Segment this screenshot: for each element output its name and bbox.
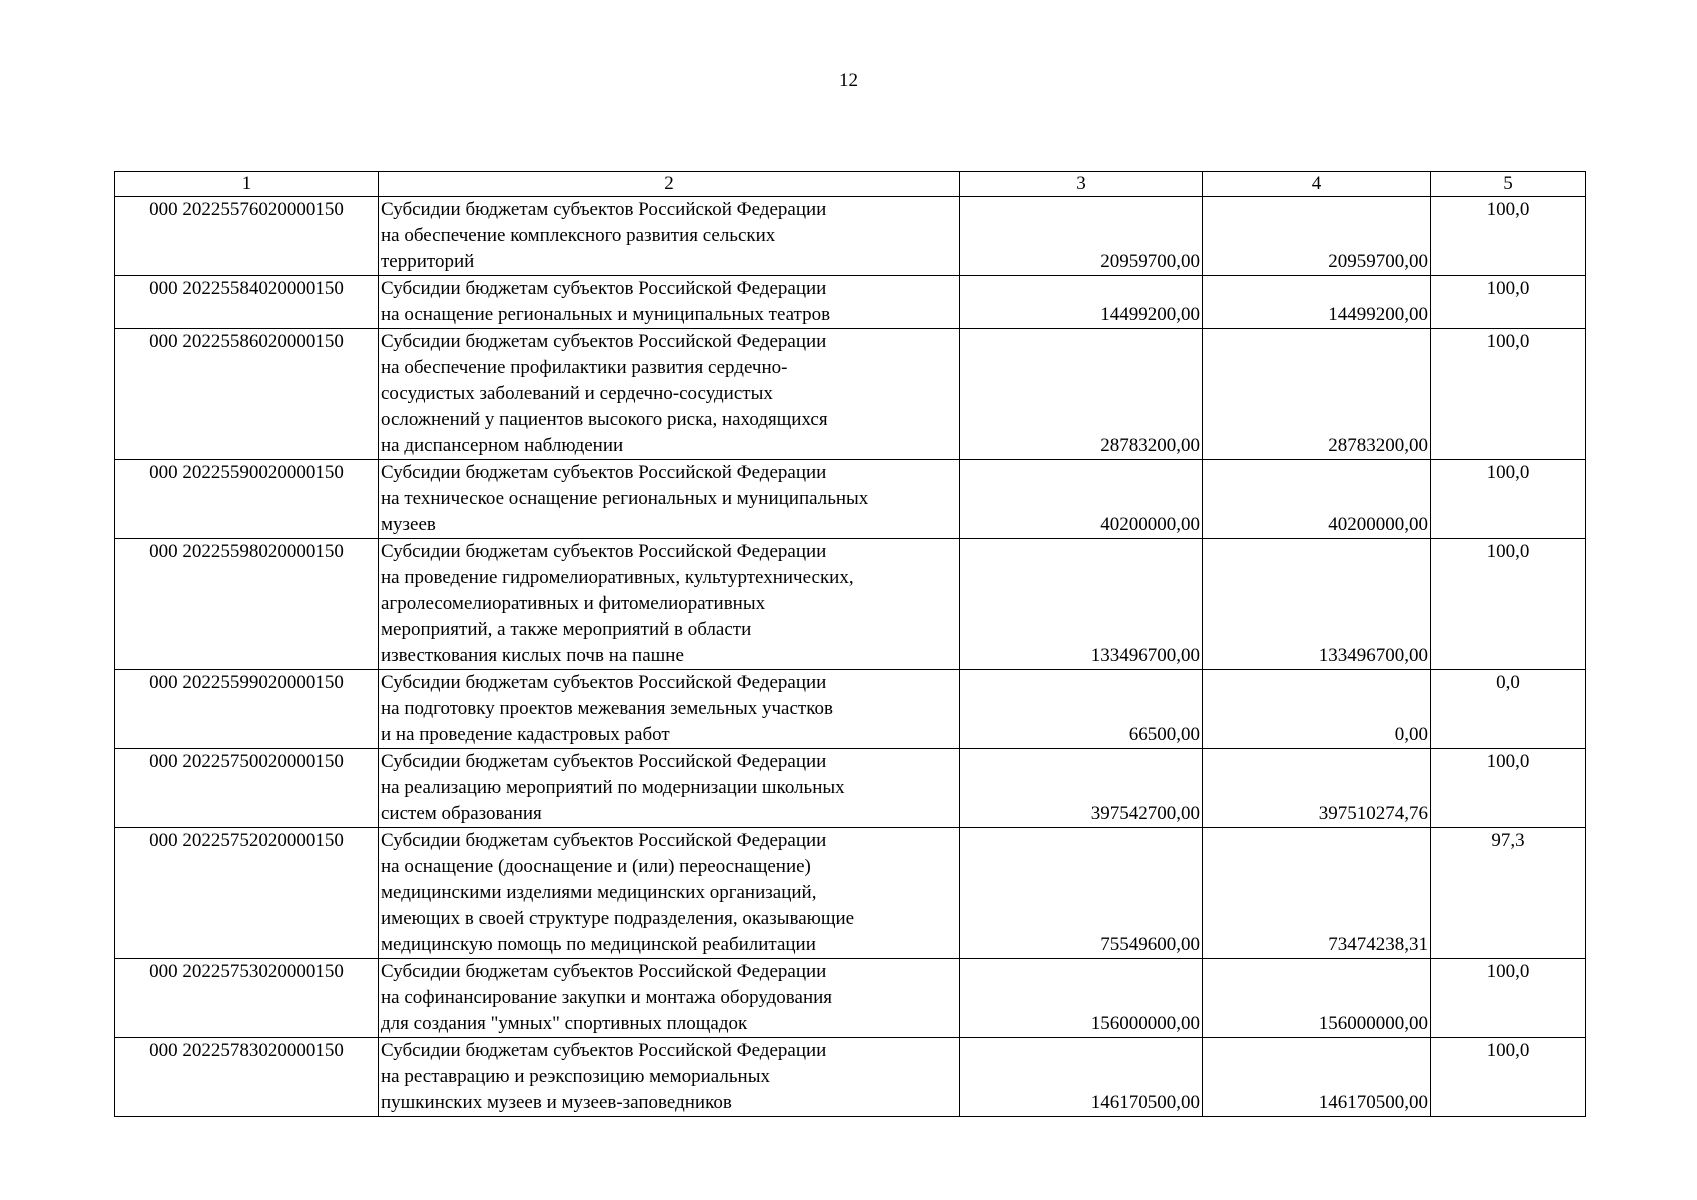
column-header-2: 2 — [379, 172, 960, 197]
planned-amount: 146170500,00 — [960, 1038, 1203, 1117]
planned-amount: 28783200,00 — [960, 329, 1203, 460]
planned-amount: 156000000,00 — [960, 959, 1203, 1038]
budget-code: 000 20225584020000150 — [115, 276, 379, 329]
column-header-4: 4 — [1203, 172, 1431, 197]
execution-percent: 0,0 — [1431, 670, 1586, 749]
execution-percent: 97,3 — [1431, 828, 1586, 959]
row-description: Субсидии бюджетам субъектов Российской Федерации на подготовку проектов межевания земельных участков и на проведение кадастровых работ — [379, 670, 960, 749]
executed-amount: 14499200,00 — [1203, 276, 1431, 329]
table-row — [115, 276, 1586, 329]
row-description: Субсидии бюджетам субъектов Российской Федерации на оснащение региональных и муниципальных театров — [379, 276, 960, 329]
table-row — [115, 1038, 1586, 1117]
execution-percent: 100,0 — [1431, 959, 1586, 1038]
budget-table — [114, 171, 1586, 1117]
execution-percent: 100,0 — [1431, 460, 1586, 539]
table-row — [115, 539, 1586, 670]
execution-percent: 100,0 — [1431, 329, 1586, 460]
planned-amount: 133496700,00 — [960, 539, 1203, 670]
row-description: Субсидии бюджетам субъектов Российской Федерации на реализацию мероприятий по модернизации школьных систем образования — [379, 749, 960, 828]
executed-amount: 397510274,76 — [1203, 749, 1431, 828]
budget-code: 000 20225586020000150 — [115, 329, 379, 460]
budget-code: 000 20225783020000150 — [115, 1038, 379, 1117]
budget-code: 000 20225598020000150 — [115, 539, 379, 670]
page-number: 12 — [839, 70, 858, 91]
planned-amount: 75549600,00 — [960, 828, 1203, 959]
executed-amount: 28783200,00 — [1203, 329, 1431, 460]
budget-code: 000 20225750020000150 — [115, 749, 379, 828]
executed-amount: 0,00 — [1203, 670, 1431, 749]
execution-percent: 100,0 — [1431, 1038, 1586, 1117]
planned-amount: 397542700,00 — [960, 749, 1203, 828]
row-description: Субсидии бюджетам субъектов Российской Федерации на проведение гидромелиоративных, культуртехнических, агролесомелиоративных и фитомелиоративных мероприятий, а также мероприятий в области известкования кислых почв на пашне — [379, 539, 960, 670]
planned-amount: 66500,00 — [960, 670, 1203, 749]
executed-amount: 146170500,00 — [1203, 1038, 1431, 1117]
planned-amount: 20959700,00 — [960, 197, 1203, 276]
executed-amount: 133496700,00 — [1203, 539, 1431, 670]
row-description: Субсидии бюджетам субъектов Российской Федерации на оснащение (дооснащение и (или) переоснащение) медицинскими изделиями медицинских организаций, имеющих в своей структуре подразделения, оказывающие медицинскую помощь по медицинской реабилитации — [379, 828, 960, 959]
column-header-3: 3 — [960, 172, 1203, 197]
planned-amount: 14499200,00 — [960, 276, 1203, 329]
row-description: Субсидии бюджетам субъектов Российской Федерации на техническое оснащение региональных и муниципальных музеев — [379, 460, 960, 539]
planned-amount: 40200000,00 — [960, 460, 1203, 539]
column-header-5: 5 — [1431, 172, 1586, 197]
execution-percent: 100,0 — [1431, 749, 1586, 828]
execution-percent: 100,0 — [1431, 539, 1586, 670]
table-row — [115, 329, 1586, 460]
executed-amount: 156000000,00 — [1203, 959, 1431, 1038]
budget-code: 000 20225576020000150 — [115, 197, 379, 276]
table-row — [115, 828, 1586, 959]
row-description: Субсидии бюджетам субъектов Российской Федерации на реставрацию и реэкспозицию мемориальных пушкинских музеев и музеев-заповедников — [379, 1038, 960, 1117]
table-row — [115, 959, 1586, 1038]
executed-amount: 20959700,00 — [1203, 197, 1431, 276]
table-row — [115, 460, 1586, 539]
budget-code: 000 20225753020000150 — [115, 959, 379, 1038]
budget-code: 000 20225590020000150 — [115, 460, 379, 539]
row-description: Субсидии бюджетам субъектов Российской Федерации на обеспечение профилактики развития сердечно- сосудистых заболеваний и сердечно-сосудистых осложнений у пациентов высокого риска, находящихся на диспансерном наблюдении — [379, 329, 960, 460]
table-row — [115, 670, 1586, 749]
execution-percent: 100,0 — [1431, 276, 1586, 329]
execution-percent: 100,0 — [1431, 197, 1586, 276]
table-row — [115, 197, 1586, 276]
row-description: Субсидии бюджетам субъектов Российской Федерации на софинансирование закупки и монтажа оборудования для создания "умных" спортивных площадок — [379, 959, 960, 1038]
table-header-row — [115, 172, 1586, 197]
budget-code: 000 20225752020000150 — [115, 828, 379, 959]
executed-amount: 40200000,00 — [1203, 460, 1431, 539]
executed-amount: 73474238,31 — [1203, 828, 1431, 959]
budget-code: 000 20225599020000150 — [115, 670, 379, 749]
row-description: Субсидии бюджетам субъектов Российской Федерации на обеспечение комплексного развития сельских территорий — [379, 197, 960, 276]
column-header-1: 1 — [115, 172, 379, 197]
table-row — [115, 749, 1586, 828]
